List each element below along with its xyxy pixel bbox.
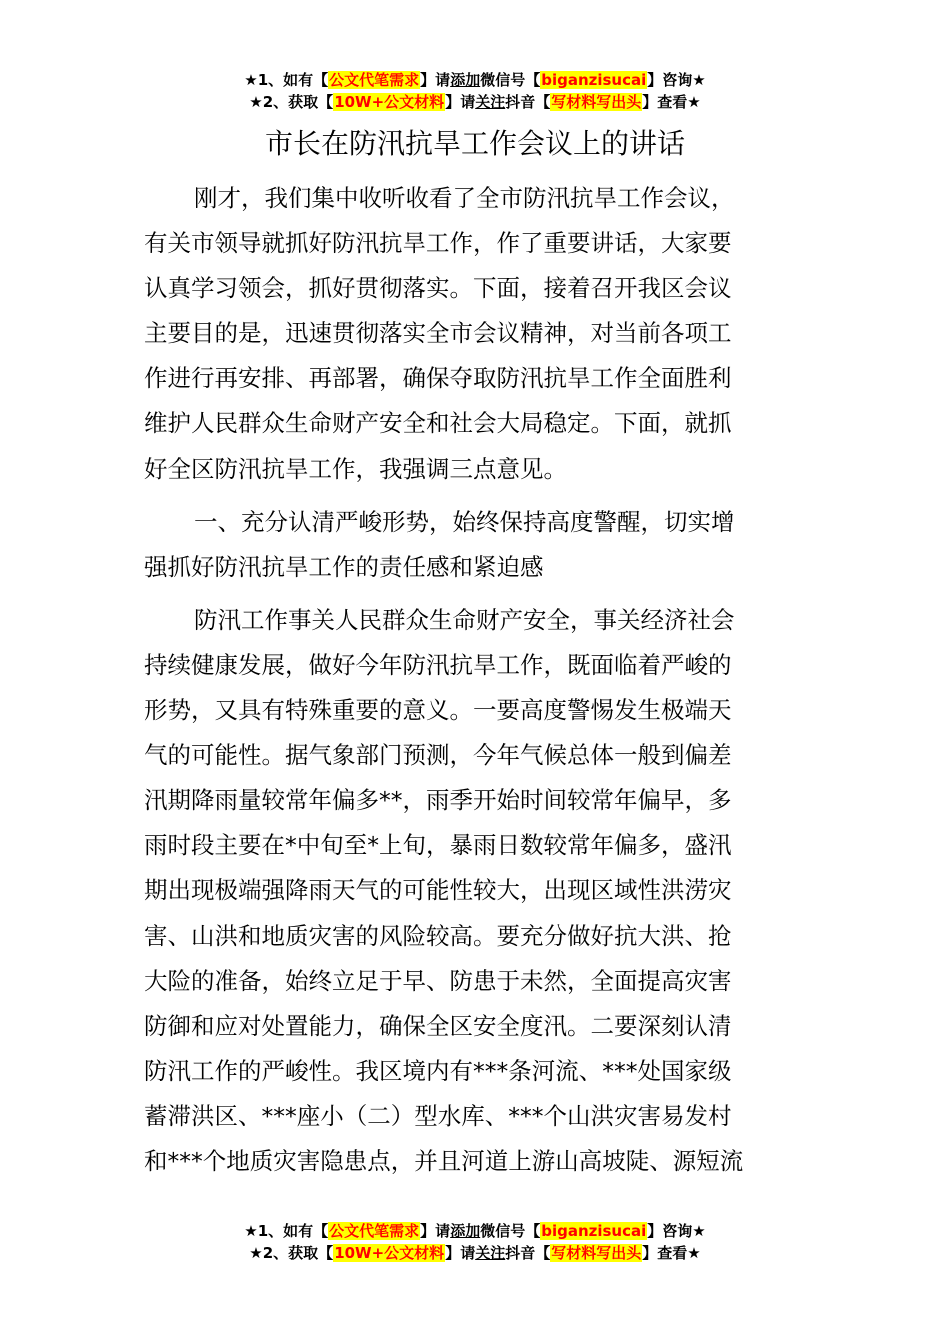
banner-highlight: 10W+公文材料: [334, 93, 445, 111]
text-line: 持续健康发展，做好今年防汛抗旱工作，既面临着严峻的: [144, 650, 732, 679]
banner-highlight: 写材料写出头: [551, 1244, 642, 1262]
text-line: 作进行再安排、再部署，确保夺取防汛抗旱工作全面胜利: [144, 364, 732, 393]
banner-underlined: 添加: [450, 71, 481, 89]
banner-line-2: [0, 91, 950, 113]
banner-text: 】查看★: [642, 93, 701, 111]
text-line: 主要目的是，迅速贯彻落实全市会议精神，对当前各项工: [144, 319, 732, 348]
document-body: [144, 176, 806, 1184]
text-line: 蓄滞洪区、***座小（二）型水库、***个山洪灾害易发村: [144, 1101, 732, 1130]
paragraph-2: [144, 598, 806, 1184]
text-line: 防汛工作事关人民群众生命财产安全，事关经济社会: [194, 605, 735, 634]
banner-underlined: 关注: [475, 1244, 506, 1262]
banner-text: 】请: [445, 93, 476, 111]
banner-text: 】咨询★: [647, 1222, 706, 1240]
paragraph-1: [144, 176, 806, 492]
banner-text: 微信号【: [480, 71, 541, 89]
banner-line-1: [0, 1220, 950, 1242]
section-heading-1: [144, 500, 806, 590]
banner-highlight: 写材料写出头: [551, 93, 642, 111]
banner-highlight: 公文代笔需求: [329, 1222, 420, 1240]
text-line: 防汛工作的严峻性。我区境内有***条河流、***处国家级: [144, 1056, 732, 1085]
banner-line-2: [0, 1242, 950, 1264]
text-line: 认真学习领会，抓好贯彻落实。下面，接着召开我区会议: [144, 274, 732, 303]
banner-highlight: biganzisucai: [541, 71, 647, 89]
text-line: 和***个地质灾害隐患点，并且河道上游山高坡陡、源短流: [144, 1146, 744, 1175]
banner-text: 】请: [445, 1244, 476, 1262]
header-banner: [0, 69, 950, 113]
text-line: 刚才，我们集中收听收看了全市防汛抗旱工作会议，: [194, 184, 735, 212]
banner-text: ★2、获取【: [249, 93, 334, 111]
text-line: 害、山洪和地质灾害的风险较高。要充分做好抗大洪、抢: [144, 921, 732, 950]
text-line: 有关市领导就抓好防汛抗旱工作，作了重要讲话，大家要: [144, 229, 732, 258]
banner-text: 抖音【: [505, 93, 551, 111]
banner-text: 抖音【: [505, 1244, 551, 1262]
text-line: 形势，又具有特殊重要的意义。一要高度警惕发生极端天: [144, 696, 732, 725]
banner-text: 】查看★: [642, 1244, 701, 1262]
banner-text: 】咨询★: [647, 71, 706, 89]
heading-line: 强抓好防汛抗旱工作的责任感和紧迫感: [144, 552, 544, 581]
banner-text: 】请: [420, 71, 451, 89]
document-title: 市长在防汛抗旱工作会议上的讲话: [264, 127, 685, 160]
banner-text: 】请: [420, 1222, 451, 1240]
banner-highlight: biganzisucai: [541, 1222, 647, 1240]
banner-highlight: 10W+公文材料: [334, 1244, 445, 1262]
banner-highlight: 公文代笔需求: [329, 71, 420, 89]
text-line: 雨时段主要在*中旬至*上旬，暴雨日数较常年偏多，盛汛: [144, 831, 732, 860]
banner-line-1: [0, 69, 950, 91]
banner-underlined: 关注: [475, 93, 506, 111]
paragraph-gap: [144, 590, 806, 598]
text-line: 好全区防汛抗旱工作，我强调三点意见。: [144, 454, 567, 483]
paragraph-gap: [144, 492, 806, 500]
banner-text: 微信号【: [480, 1222, 541, 1240]
banner-underlined: 添加: [450, 1222, 481, 1240]
heading-line: 一、充分认清严峻形势，始终保持高度警醒，切实增: [194, 507, 735, 536]
text-line: 汛期降雨量较常年偏多**，雨季开始时间较常年偏早，多: [144, 786, 732, 815]
text-line: 大险的准备，始终立足于早、防患于未然，全面提高灾害: [144, 966, 732, 995]
text-line: 防御和应对处置能力，确保全区安全度汛。二要深刻认清: [144, 1011, 732, 1040]
text-line: 期出现极端强降雨天气的可能性较大，出现区域性洪涝灾: [144, 876, 732, 905]
text-line: 维护人民群众生命财产安全和社会大局稳定。下面，就抓: [144, 409, 732, 438]
banner-text: ★1、如有【: [244, 1222, 329, 1240]
banner-text: ★2、获取【: [249, 1244, 334, 1262]
footer-banner: [0, 1220, 950, 1264]
banner-text: ★1、如有【: [244, 71, 329, 89]
text-line: 气的可能性。据气象部门预测，今年气候总体一般到偏差: [144, 741, 732, 770]
